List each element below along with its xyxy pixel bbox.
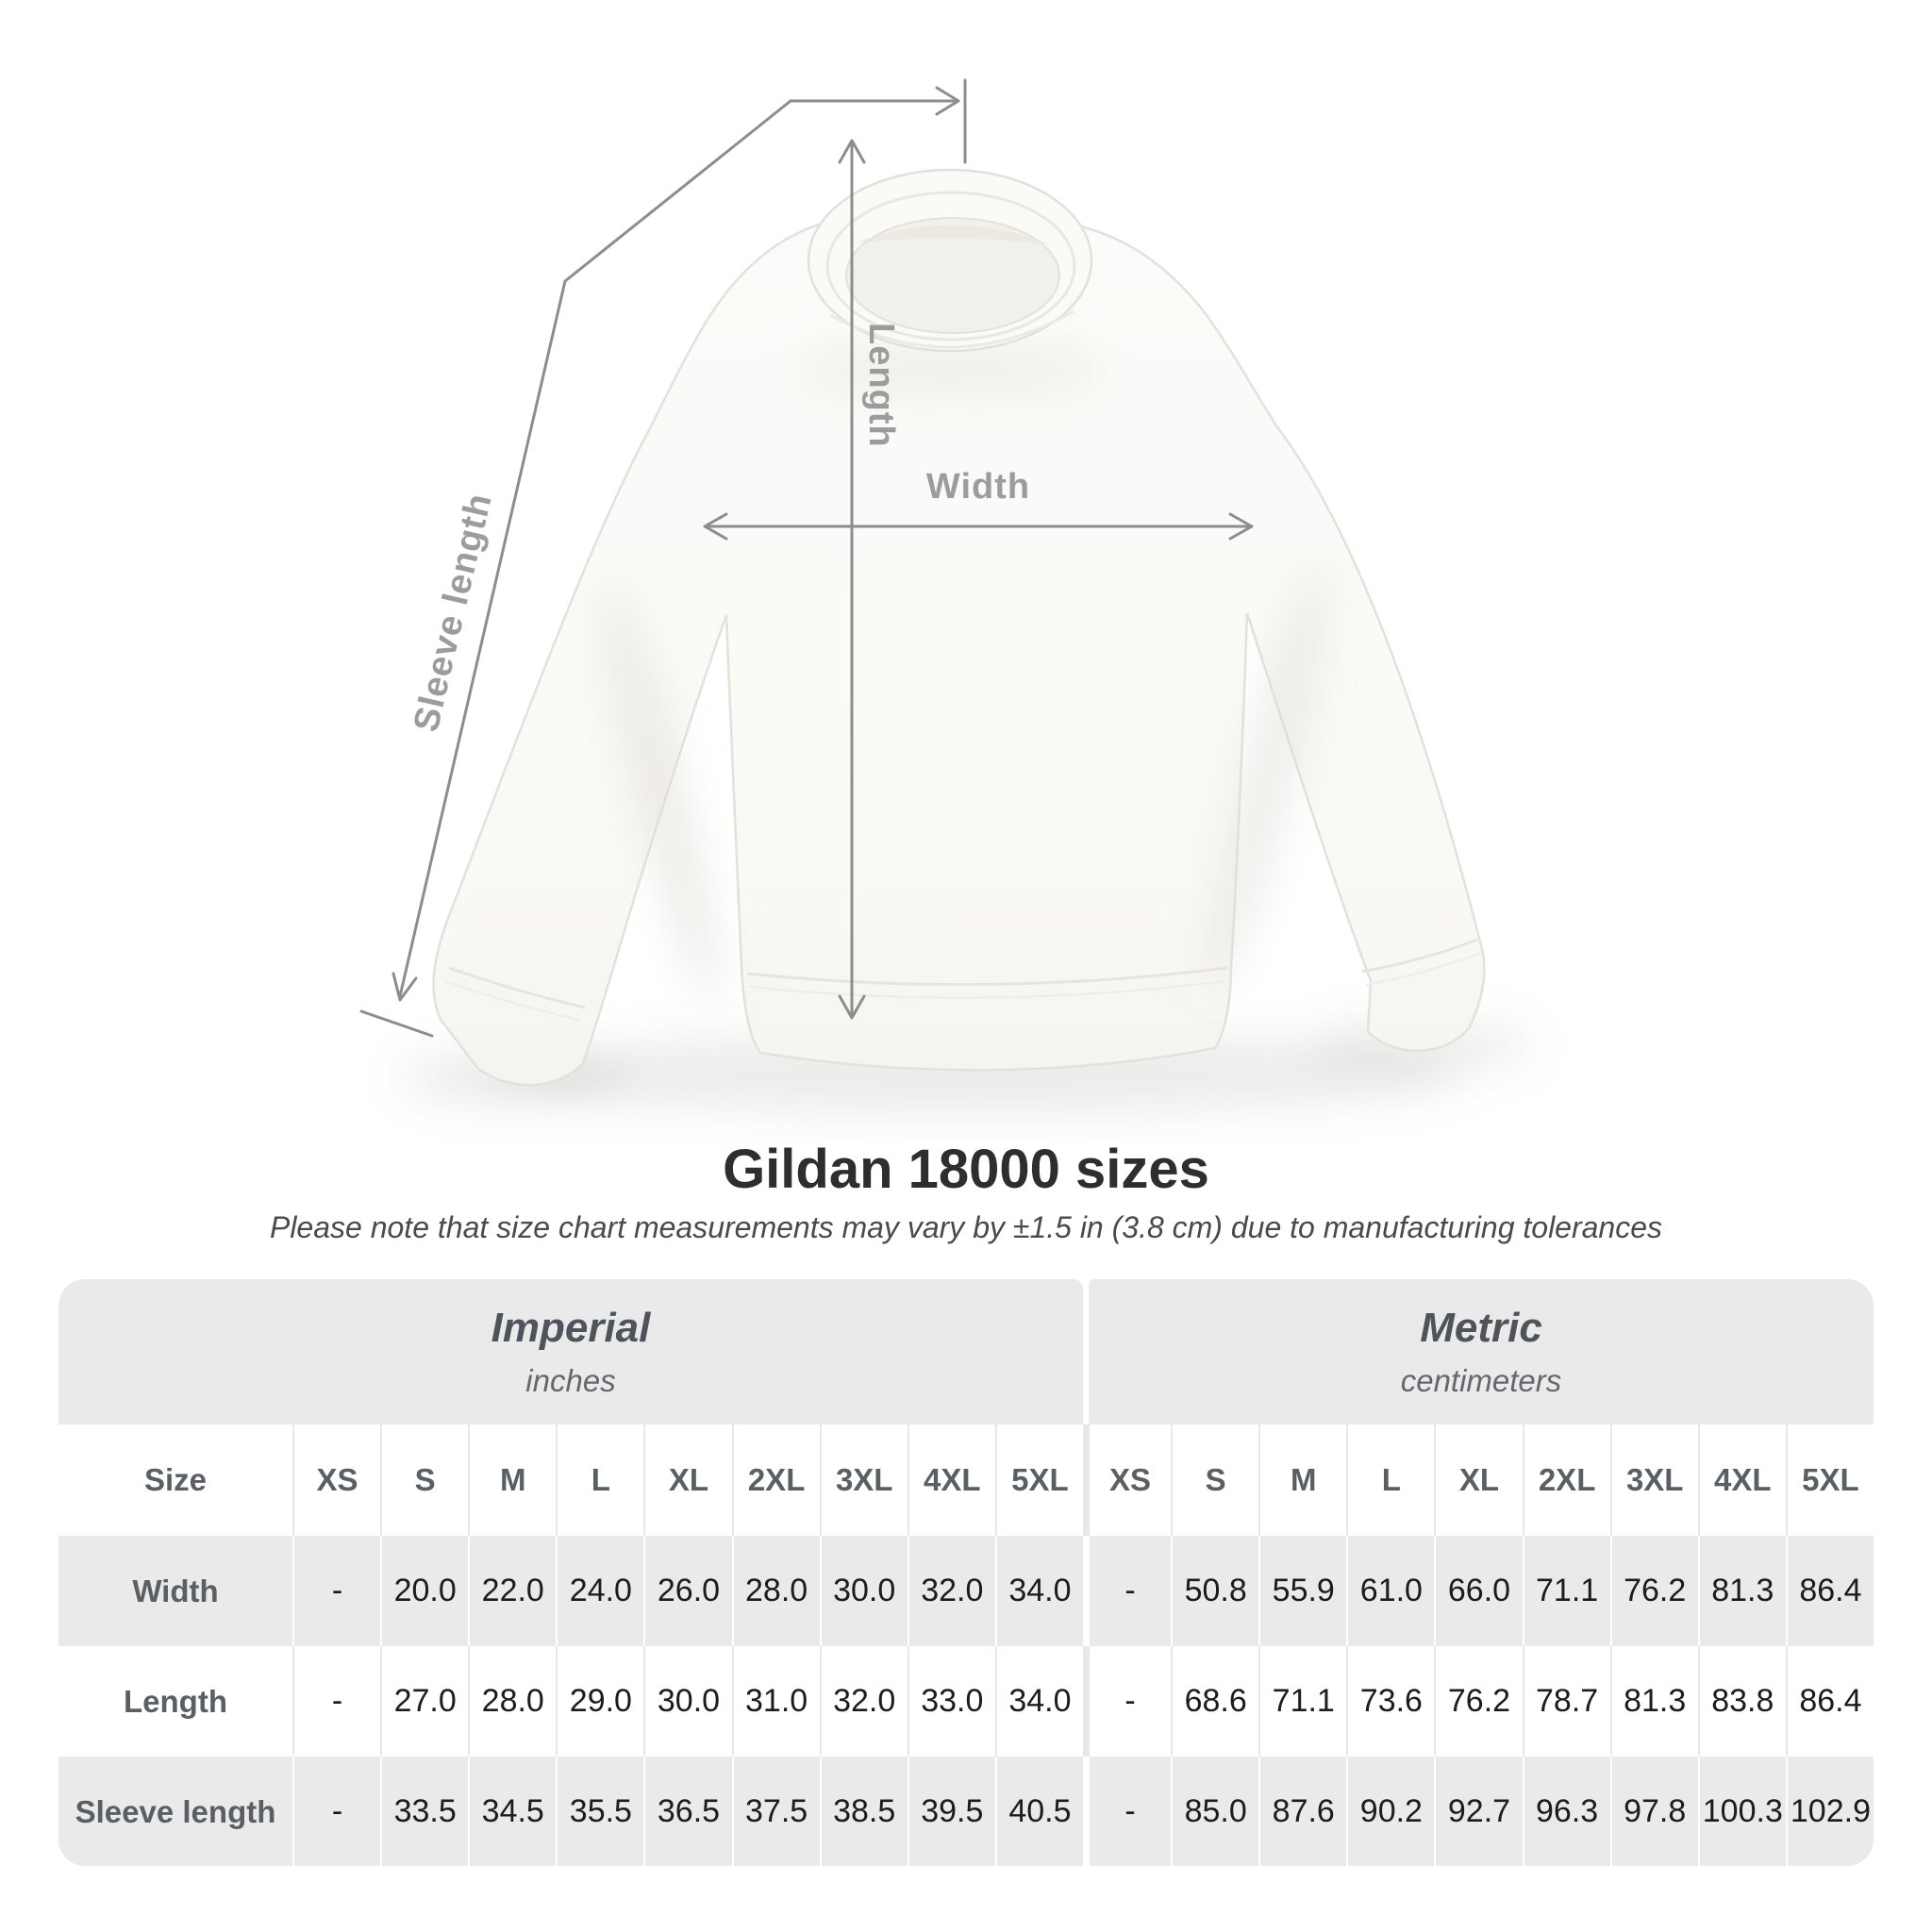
value-cell: 100.3 — [1698, 1757, 1786, 1866]
value-cell: 50.8 — [1171, 1536, 1258, 1646]
row-label-width: Width — [132, 1573, 219, 1608]
imperial-size-header-l: L — [556, 1424, 643, 1536]
metric-size-header-m: M — [1258, 1424, 1346, 1536]
value-cell: 92.7 — [1434, 1757, 1522, 1866]
value-cell: 40.5 — [995, 1757, 1083, 1866]
imperial-size-header-m: M — [468, 1424, 556, 1536]
value-cell: 78.7 — [1523, 1646, 1610, 1757]
metric-unit-label: centimeters — [1400, 1363, 1562, 1398]
top-reference-arrow — [791, 80, 965, 162]
value-cell: 33.0 — [908, 1646, 995, 1757]
imperial-group-header — [58, 1279, 1083, 1424]
metric-label: Metric — [1420, 1305, 1542, 1351]
imperial-size-header-4xl: 4XL — [908, 1424, 995, 1536]
value-cell: 81.3 — [1698, 1536, 1786, 1646]
value-cell: 34.0 — [995, 1646, 1083, 1757]
value-cell: 76.2 — [1610, 1536, 1698, 1646]
value-cell: 83.8 — [1698, 1646, 1786, 1757]
metric-size-header-5xl: 5XL — [1786, 1424, 1874, 1536]
value-cell: - — [292, 1536, 380, 1646]
value-cell: 90.2 — [1346, 1757, 1434, 1866]
metric-group-header — [1083, 1279, 1874, 1424]
row-label-length: Length — [124, 1683, 227, 1719]
value-cell: 36.5 — [643, 1757, 731, 1866]
value-cell: 27.0 — [380, 1646, 468, 1757]
value-cell: 35.5 — [556, 1757, 643, 1866]
value-cell: 20.0 — [380, 1536, 468, 1646]
value-cell: 68.6 — [1171, 1646, 1258, 1757]
value-cell: 34.5 — [468, 1757, 556, 1866]
value-cell: 28.0 — [732, 1536, 820, 1646]
value-cell: 22.0 — [468, 1536, 556, 1646]
length-dimension-label: Length — [861, 323, 901, 448]
value-cell: 28.0 — [468, 1646, 556, 1757]
value-cell: 26.0 — [643, 1536, 731, 1646]
value-cell: 32.0 — [908, 1536, 995, 1646]
metric-size-header-xs: XS — [1083, 1424, 1171, 1536]
table-row-width — [58, 1536, 1874, 1646]
value-cell: 32.0 — [820, 1646, 908, 1757]
value-cell: - — [1083, 1646, 1171, 1757]
imperial-unit-label: inches — [525, 1363, 616, 1398]
imperial-size-header-5xl: 5XL — [995, 1424, 1083, 1536]
size-table — [58, 1279, 1874, 1866]
metric-size-header-2xl: 2XL — [1523, 1424, 1610, 1536]
metric-size-header-l: L — [1346, 1424, 1434, 1536]
value-cell: 24.0 — [556, 1536, 643, 1646]
value-cell: 39.5 — [908, 1757, 995, 1866]
metric-size-header-s: S — [1171, 1424, 1258, 1536]
value-cell: 86.4 — [1786, 1536, 1874, 1646]
size-header-row — [58, 1424, 1874, 1536]
width-dimension-label: Width — [925, 467, 1031, 507]
imperial-size-header-xl: XL — [643, 1424, 731, 1536]
row-label-sleeve-length: Sleeve length — [75, 1793, 276, 1829]
value-cell: - — [292, 1757, 380, 1866]
unit-group-header — [58, 1279, 1874, 1424]
page-title: Gildan 18000 sizes — [723, 1139, 1209, 1200]
value-cell: 85.0 — [1171, 1757, 1258, 1866]
tolerance-note: Please note that size chart measurements may vary by ±1.5 in (3.8 cm) due to manufacturing tolerances — [269, 1210, 1663, 1244]
value-cell: 86.4 — [1786, 1646, 1874, 1757]
value-cell: 55.9 — [1258, 1536, 1346, 1646]
value-cell: 61.0 — [1346, 1536, 1434, 1646]
value-cell: 37.5 — [732, 1757, 820, 1866]
value-cell: 73.6 — [1346, 1646, 1434, 1757]
imperial-size-header-xs: XS — [292, 1424, 380, 1536]
value-cell: 81.3 — [1610, 1646, 1698, 1757]
table-row-length — [58, 1646, 1874, 1757]
value-cell: 76.2 — [1434, 1646, 1522, 1757]
value-cell: - — [292, 1646, 380, 1757]
value-cell: 29.0 — [556, 1646, 643, 1757]
metric-size-header-4xl: 4XL — [1698, 1424, 1786, 1536]
sleeve-length-dimension-label: Sleeve length — [406, 489, 500, 736]
value-cell: 71.1 — [1258, 1646, 1346, 1757]
size-column-header: Size — [143, 1462, 208, 1497]
table-row-sleeve-length — [58, 1757, 1874, 1866]
value-cell: 66.0 — [1434, 1536, 1522, 1646]
imperial-label: Imperial — [491, 1305, 651, 1351]
metric-size-header-3xl: 3XL — [1610, 1424, 1698, 1536]
value-cell: 102.9 — [1786, 1757, 1874, 1866]
value-cell: 30.0 — [820, 1536, 908, 1646]
value-cell: - — [1083, 1536, 1171, 1646]
value-cell: 97.8 — [1610, 1757, 1698, 1866]
sweatshirt-illustration — [434, 170, 1485, 1085]
value-cell: - — [1083, 1757, 1171, 1866]
value-cell: 38.5 — [820, 1757, 908, 1866]
value-cell: 34.0 — [995, 1536, 1083, 1646]
value-cell: 31.0 — [732, 1646, 820, 1757]
imperial-size-header-3xl: 3XL — [820, 1424, 908, 1536]
value-cell: 33.5 — [380, 1757, 468, 1866]
imperial-size-header-2xl: 2XL — [732, 1424, 820, 1536]
value-cell: 96.3 — [1523, 1757, 1610, 1866]
metric-size-header-xl: XL — [1434, 1424, 1522, 1536]
value-cell: 87.6 — [1258, 1757, 1346, 1866]
imperial-size-header-s: S — [380, 1424, 468, 1536]
value-cell: 30.0 — [643, 1646, 731, 1757]
value-cell: 71.1 — [1523, 1536, 1610, 1646]
